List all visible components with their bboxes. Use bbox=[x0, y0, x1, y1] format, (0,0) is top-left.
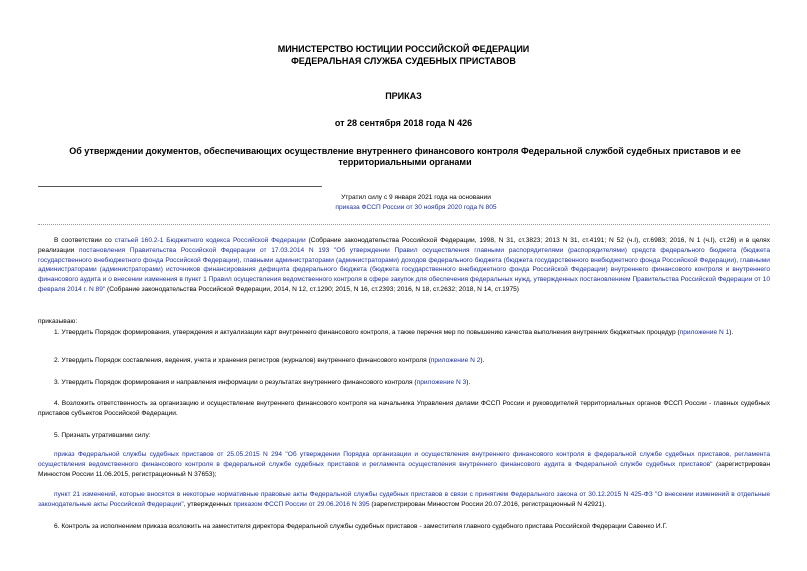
item-1: 1. Утвердить Порядок формирования, утверждения и актуализации карт внутреннего финансового контроля, а также перечня мер по повышению качества выполнения внутренних бюджетных процедур (приложение N 1). bbox=[54, 329, 734, 336]
document-title: Об утверждении документов, обеспечивающих осуществление внутреннего финансового контроля Федеральной службой судебных приставов и ее территориальными органами bbox=[69, 146, 741, 167]
status-divider bbox=[38, 224, 770, 225]
order-word: приказываю: bbox=[38, 318, 78, 325]
order-395-link[interactable]: приказом ФССП России от 29.06.2016 N 395 bbox=[233, 500, 370, 508]
item-5b: пункт 21 изменений, которые вносятся в некоторые нормативные правовые акты Федеральной службы судебных приставов в связи с принятием Федерального закона от 30.12.2015 N 425-ФЗ "О внесении изменений в отдельные законодательные акты Российской Федерации", утвержденных приказом ФССП России от 29.06.2016 N 395 (зарегистрирован Минюстом России 20.07.2016, регистрационный N 42921). bbox=[38, 491, 770, 508]
preamble-paragraph: В соответствии со статьей 160.2-1 Бюджетного кодекса Российской Федерации (Собрание законодательства Российской Федерации, 1998, N 31, ст.3823; 2013 N 31, ст.4191; N 52 (ч.I), ст.6983; 2016, N 1 (ч.I), ст.26) и в целях реализации постановления Правительства Российской Федерации от 17.03.2014 N 193 "Об утверждении Правил осуществления главными распорядителями (распорядителями) средств федерального бюджета (бюджета государственного внебюджетного фонда Российской Федерации), главными администраторами (администраторами) доходов федерального бюджета (бюджета государственного внебюджетного фонда Российской Федерации), главными администраторами (администраторами) источников финансирования дефицита федерального бюджета (бюджета государственного внебюджетного фонда Российской Федерации) внутреннего финансового контроля и внутреннего финансового аудита и о внесении изменения в пункт 1 Правил осуществления ведомственного контроля в сфере закупок для обеспечения федеральных нужд, утвержденных постановлением Правительства Российской Федерации от 10 февраля 2014 г. N 89" (Собрание законодательства Российской Федерации, 2014, N 12, ст.1290; 2015, N 16, ст.2393; 2016, N 18, ст.2632; 2018, N 14, ст.1975) bbox=[38, 237, 770, 293]
status-link[interactable]: приказа ФССП России от 30 ноября 2020 года N 805 bbox=[335, 204, 497, 211]
changes-item-21-link[interactable]: пункт 21 изменений, которые вносятся в некоторые нормативные правовые акты Федеральной службы судебных приставов в связи с принятием Федерального закона от 30.12.2015 N 425-ФЗ "О внесении изменений в отдельные законодательные акты Российской Федерации" bbox=[38, 491, 770, 508]
appendix-1-link[interactable]: приложение N 1 bbox=[679, 329, 730, 336]
service-heading: ФЕДЕРАЛЬНАЯ СЛУЖБА СУДЕБНЫХ ПРИСТАВОВ bbox=[291, 56, 516, 66]
status-text: Утратил силу с 9 января 2021 года на основании bbox=[341, 194, 491, 201]
item-5a: приказ Федеральной службы судебных приставов от 25.05.2015 N 294 "Об утверждении Порядка организации и осуществления внутреннего финансового контроля в федеральной службе судебных приставов, регламента осуществления ведомственного финансового контроля в федеральной службе судебных приставов и регламента осуществления внутреннего финансового аудита в Федеральной службе судебных приставов" (зарегистрирован Минюстом России 11.06.2015, регистрационный N 37653); bbox=[38, 451, 770, 478]
appendix-3-link[interactable]: приложение N 3 bbox=[416, 379, 467, 386]
date-number-heading: от 28 сентября 2018 года N 426 bbox=[334, 118, 473, 128]
title-divider bbox=[38, 186, 322, 187]
item-5: 5. Признать утратившими силу: bbox=[54, 432, 151, 439]
budget-code-link[interactable]: статьей 160.2-1 Бюджетного кодекса Российской Федерации bbox=[114, 237, 306, 244]
status-note bbox=[300, 193, 532, 213]
appendix-2-link[interactable]: приложение N 2 bbox=[430, 357, 481, 364]
item-4: 4. Возложить ответственность за организацию и осуществление внутреннего финансового контроля на начальника Управления делами ФССП России и руководителей территориальных органов ФССП России - главных судебных приставов субъектов Российской Федерации. bbox=[38, 400, 770, 417]
item-2: 2. Утвердить Порядок составления, ведения, учета и хранения регистров (журналов) внутреннего финансового контроля (приложение N 2). bbox=[54, 357, 485, 364]
order-294-link[interactable]: приказ Федеральной службы судебных приставов от 25.05.2015 N 294 "Об утверждении Порядка организации и осуществления внутреннего финансового контроля в федеральной службе судебных приставов, регламента осуществления ведомственного финансового контроля в федеральной службе судебных приставов и регламента осуществления внутреннего финансового аудита в Федеральной службе судебных приставов" bbox=[38, 451, 770, 468]
item-6: 6. Контроль за исполнением приказа возложить на заместителя директора Федеральной службы судебных приставов - заместителя главного судебного пристава Российской Федерации Савенко И.Г. bbox=[54, 523, 668, 530]
ministry-heading: МИНИСТЕРСТВО ЮСТИЦИИ РОССИЙСКОЙ ФЕДЕРАЦИИ bbox=[277, 44, 530, 54]
doc-type-heading: ПРИКАЗ bbox=[385, 91, 422, 101]
government-decree-link[interactable]: постановления Правительства Российской Федерации от 17.03.2014 N 193 "Об утверждении Правил осуществления главными распорядителями (распорядителями) средств федерального бюджета (бюджета государственного внебюджетного фонда Российской Федерации), главными администраторами (администраторами) доходов федерального бюджета (бюджета государственного внебюджетного фонда Российской Федерации), главными администраторами (администраторами) источников финансирования дефицита федерального бюджета (бюджета государственного внебюджетного фонда Российской Федерации) внутреннего финансового контроля и внутреннего финансового аудита и о внесении изменения в пункт 1 Правил осуществления ведомственного контроля в сфере закупок для обеспечения федеральных нужд, утвержденных постановлением Правительства Российской Федерации от 10 февраля 2014 г. N 89" bbox=[38, 246, 770, 293]
item-3: 3. Утвердить Порядок формирования и направления информации о результатах внутреннего финансового контроля (приложение N 3). bbox=[54, 379, 471, 386]
